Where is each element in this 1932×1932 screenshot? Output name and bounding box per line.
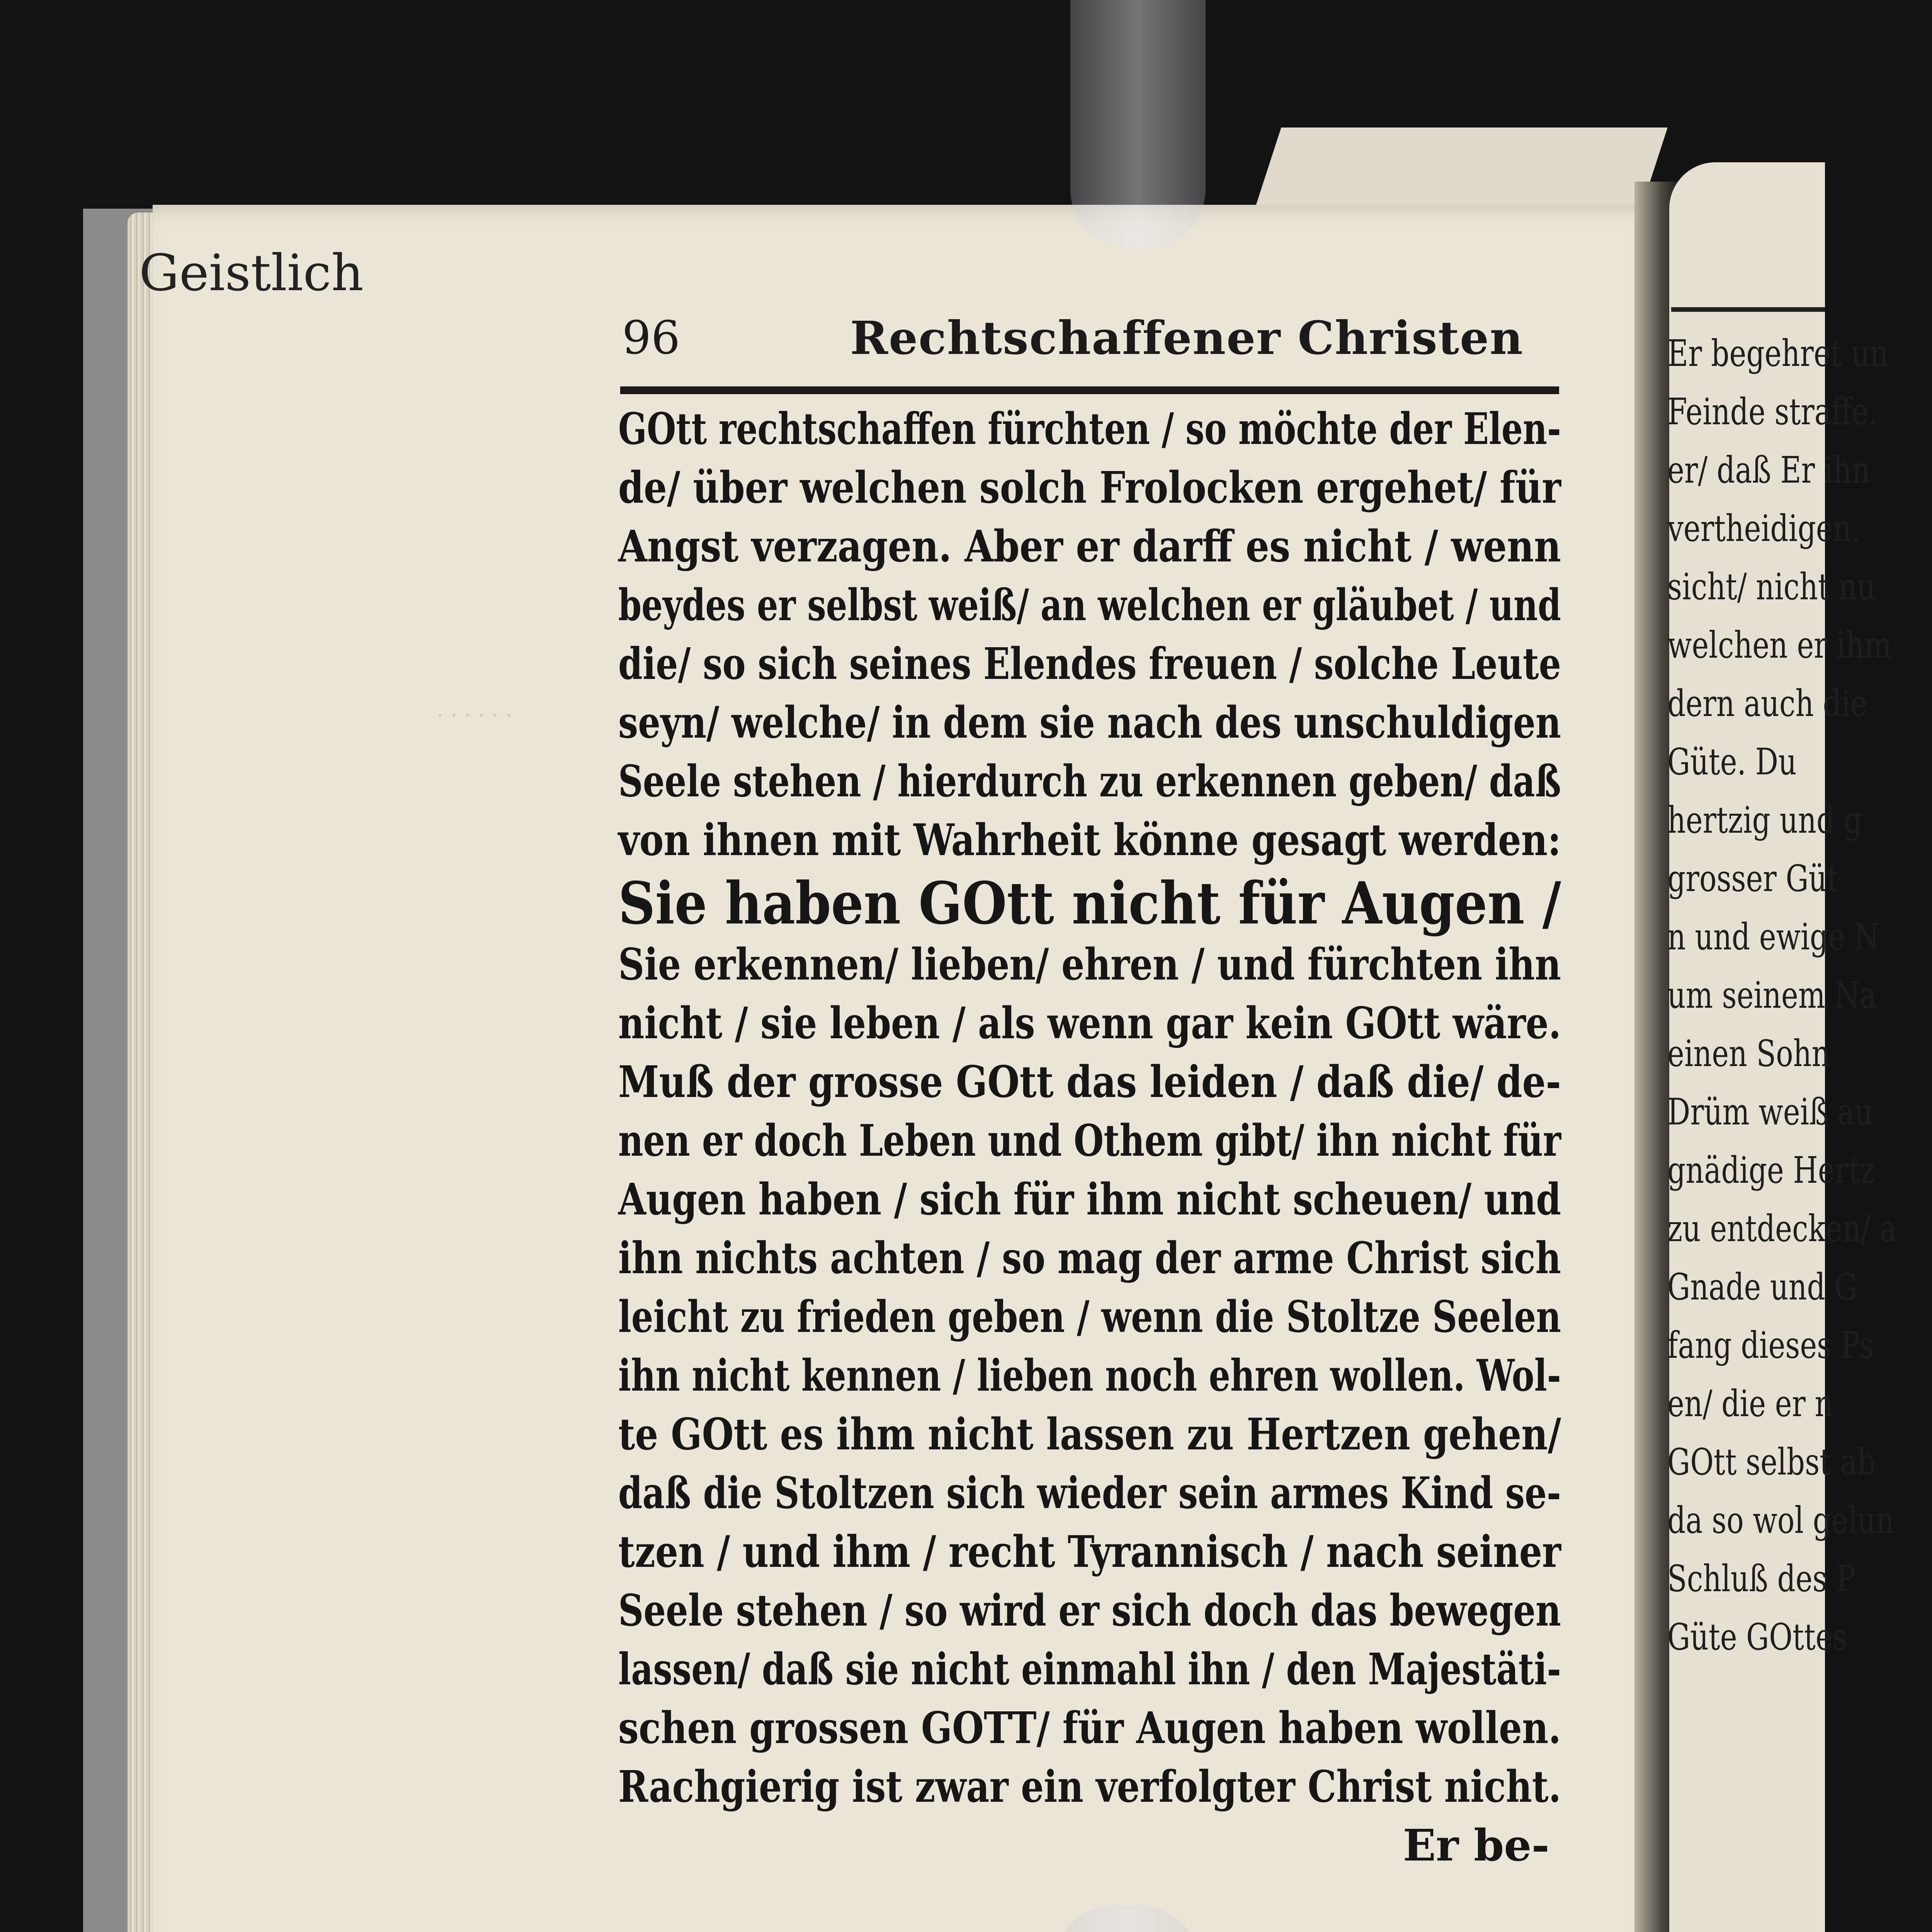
facing-text-line: Schluß des P	[1667, 1558, 1856, 1600]
running-header	[622, 311, 1561, 384]
facing-page-rule	[1671, 307, 1825, 312]
text-line	[618, 1170, 1565, 1229]
facing-text-line: Feinde straffe.	[1667, 391, 1878, 433]
facing-text-line: gnädige Hertz	[1667, 1149, 1876, 1192]
facing-text-line: da so wol gelun	[1667, 1499, 1895, 1542]
facing-text-line: einen Sohn	[1667, 1032, 1830, 1075]
text-line-content: seyn/ welche/ in dem sie nach des unschuldigen	[618, 697, 1561, 748]
text-line-content: Seele stehen / so wird er sich doch das bewegen	[618, 1585, 1561, 1636]
text-line-content: daß die Stoltzen sich wieder sein armes Kind se-	[618, 1468, 1561, 1519]
text-line	[618, 1405, 1565, 1464]
text-line	[618, 1112, 1565, 1170]
text-line-content: GOtt rechtschaffen fürchten / so möchte der Elen-	[618, 404, 1561, 454]
text-line	[618, 1523, 1565, 1582]
facing-text-line: vertheidigen.	[1667, 507, 1861, 550]
text-line-content: Augen haben / sich für ihm nicht scheuen/ und	[618, 1174, 1561, 1225]
facing-text-line: n und ewige N	[1667, 916, 1879, 958]
text-line-content: ihn nichts achten / so mag der arme Christ sich	[618, 1233, 1561, 1284]
running-title: Rechtschaffener Christen	[850, 311, 1524, 365]
facing-page-text	[1667, 325, 1932, 1667]
text-line-content: ihn nicht kennen / lieben noch ehren wollen. Wol-	[618, 1350, 1561, 1401]
text-line-content: tzen / und ihm / recht Tyrannisch / nach seiner	[618, 1527, 1561, 1577]
text-line	[618, 517, 1565, 576]
text-line	[618, 635, 1565, 694]
facing-text-line: Güte GOttes	[1667, 1616, 1847, 1658]
text-line-content: Rachgierig ist zwar ein verfolgter Christ nicht.	[618, 1762, 1561, 1812]
facing-text-line: fang dieses Ps	[1667, 1324, 1874, 1367]
text-line	[618, 1288, 1565, 1347]
facing-text-line: er/ daß Er ihn	[1667, 449, 1870, 492]
facing-text-line: GOtt selbst ab	[1667, 1441, 1876, 1483]
text-line	[618, 870, 1565, 935]
text-line	[618, 459, 1565, 517]
text-line-content: nen er doch Leben und Othem gibt/ ihn nicht für	[618, 1116, 1561, 1166]
text-line	[618, 694, 1565, 752]
page-clip-top	[1070, 0, 1206, 247]
text-line	[618, 576, 1565, 635]
facing-text-line: en/ die er n	[1667, 1383, 1833, 1425]
facing-text-line: welchen er ihm	[1667, 624, 1891, 667]
text-line-content: Sie erkennen/ lieben/ ehren / und fürchten ihn	[618, 939, 1561, 990]
facing-text-line: hertzig und g	[1667, 799, 1862, 842]
text-line	[618, 1640, 1565, 1699]
text-line	[618, 994, 1565, 1053]
text-line-content: lassen/ daß sie nicht einmahl ihn / den Majestäti-	[618, 1644, 1561, 1695]
text-line	[618, 1464, 1565, 1523]
text-line	[618, 811, 1565, 870]
facing-text-line: Drüm weiß au	[1667, 1091, 1873, 1133]
facing-text-line: Er begehret un	[1667, 332, 1888, 375]
page-number: 96	[622, 311, 680, 364]
text-line	[618, 400, 1565, 459]
text-line-content: nicht / sie leben / als wenn gar kein GOtt wäre.	[618, 998, 1561, 1049]
loose-leaf	[1253, 128, 1667, 213]
text-line	[618, 1347, 1565, 1405]
text-line	[618, 935, 1565, 994]
text-line-content: de/ über welchen solch Frolocken ergehet/ für	[618, 463, 1561, 513]
facing-page-header: Geistlich	[139, 243, 364, 302]
body-text	[618, 400, 1565, 1875]
facing-text-line: Gnade und G	[1667, 1266, 1857, 1308]
facing-text-line: grosser Güt	[1667, 857, 1839, 900]
text-line-content: Angst verzagen. Aber er darff es nicht / wenn	[618, 521, 1561, 572]
text-line	[618, 1053, 1565, 1112]
facing-text-line: dern auch die	[1667, 682, 1867, 725]
text-line-content: Sie haben GOtt nicht für Augen /	[618, 869, 1561, 937]
text-line-content: te GOtt es ihm nicht lassen zu Hertzen gehen/	[618, 1409, 1561, 1460]
text-line	[618, 1699, 1565, 1758]
text-line-content: Seele stehen / hierdurch zu erkennen geben/ daß	[618, 756, 1561, 807]
text-line	[618, 1758, 1565, 1816]
catchword: Er be-	[1403, 1820, 1549, 1871]
text-line-content: beydes er selbst weiß/ an welchen er gläubet / und	[618, 580, 1561, 631]
text-line-content: schen grossen GOTT/ für Augen haben wollen.	[618, 1703, 1561, 1753]
facing-text-line: um seinem Na	[1667, 974, 1877, 1017]
text-line-content: die/ so sich seines Elendes freuen / solche Leute	[618, 639, 1561, 689]
text-line	[618, 752, 1565, 811]
text-line-content: von ihnen mit Wahrheit könne gesagt werden:	[618, 815, 1561, 866]
header-rule	[620, 386, 1559, 394]
facing-text-line: zu entdecken/ a	[1667, 1208, 1897, 1250]
text-line-content: Muß der grosse GOtt das leiden / daß die/ de-	[618, 1057, 1561, 1107]
text-line	[618, 1582, 1565, 1640]
text-line-content: leicht zu frieden geben / wenn die Stoltze Seelen	[618, 1292, 1561, 1342]
facing-text-line: Güte. Du	[1667, 741, 1797, 783]
show-through-marginalia: · · · · · ·	[437, 703, 512, 728]
text-line	[618, 1229, 1565, 1288]
facing-text-line: sicht/ nicht nu	[1667, 566, 1876, 608]
